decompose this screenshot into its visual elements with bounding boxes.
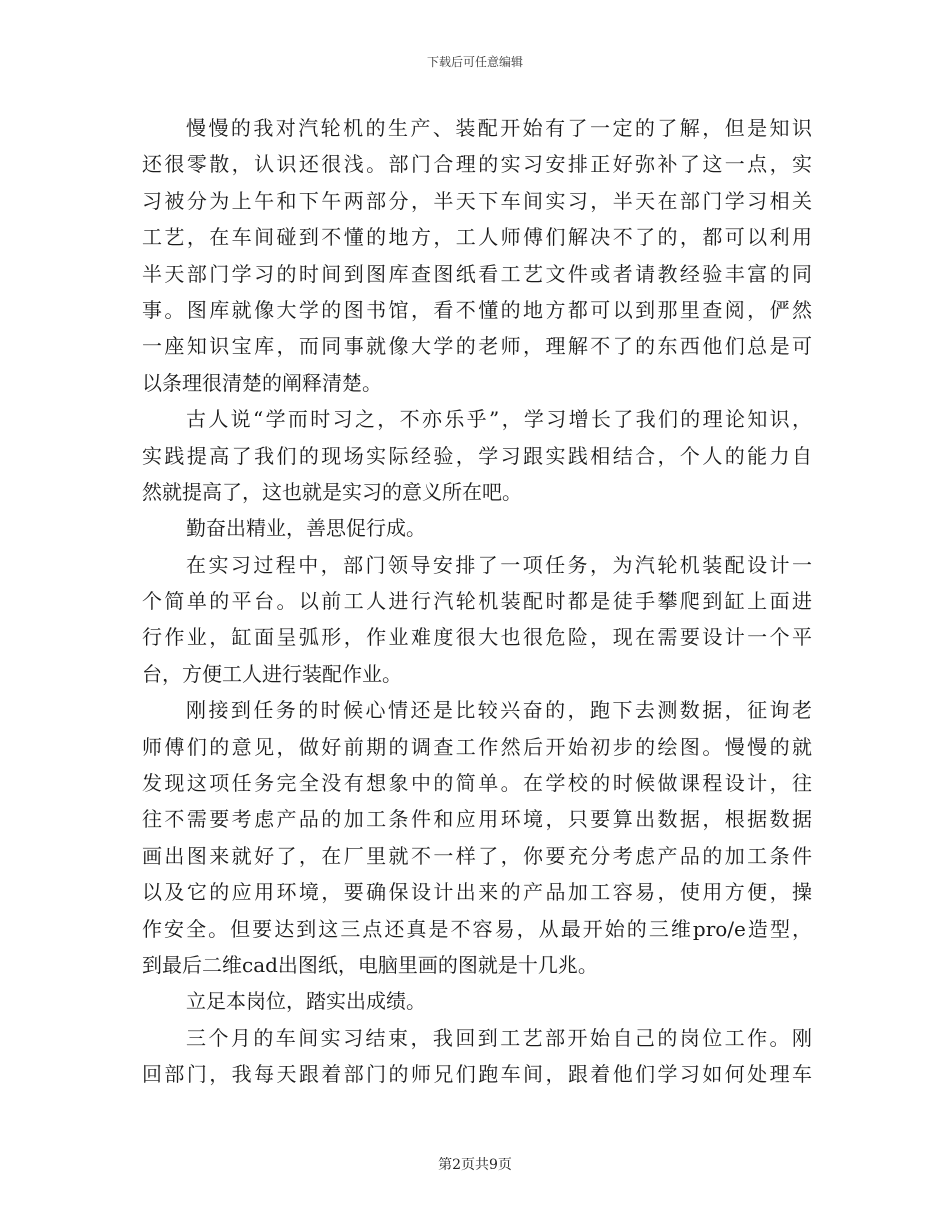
text-line: 实践提高了我们的现场实际经验，学习跟实践相结合，个人的能力自 (142, 443, 812, 468)
section-heading-line: 立足本岗位，踏实出成绩。 (186, 989, 426, 1014)
text-line: 然就提高了，这也就是实习的意义所在吧。 (142, 479, 522, 504)
paragraph (142, 110, 812, 401)
text-line: 一座知识宝库，而同事就像大学的老师，理解不了的东西他们总是可 (142, 334, 812, 359)
paragraph (142, 401, 812, 510)
text-line: 事。图库就像大学的图书馆，看不懂的地方都可以到那里查阅，俨然 (142, 297, 812, 322)
text-line: 师傅们的意见，做好前期的调查工作然后开始初步的绘图。慢慢的就 (142, 734, 812, 759)
paragraph (142, 510, 812, 546)
text-line: 习被分为上午和下午两部分，半天下车间实习，半天在部门学习相关 (142, 188, 812, 213)
page-number-footer: 第2页共9页 (438, 1157, 512, 1173)
text-line: 台，方便工人进行装配作业。 (142, 661, 402, 686)
text-line: 作安全。但要达到这三点还真是不容易，从最开始的三维pro/e造型， (142, 916, 812, 941)
text-line: 到最后二维cad出图纸，电脑里画的图就是十几兆。 (142, 952, 598, 977)
text-line: 行作业，缸面呈弧形，作业难度很大也很危险，现在需要设计一个平 (142, 625, 812, 650)
text-line: 工艺，在车间碰到不懂的地方，工人师傅们解决不了的，都可以利用 (142, 225, 812, 250)
text-line: 以及它的应用环境，要确保设计出来的产品加工容易，使用方便，操 (142, 880, 812, 905)
text-line: 刚接到任务的时候心情还是比较兴奋的，跑下去测数据，征询老 (186, 698, 812, 723)
text-line: 以条理很清楚的阐释清楚。 (142, 370, 382, 395)
text-line: 回部门，我每天跟着部门的师兄们跑车间，跟着他们学习如何处理车 (142, 1062, 812, 1087)
paragraph (142, 983, 812, 1019)
document-body (142, 110, 812, 1093)
text-line: 慢慢的我对汽轮机的生产、装配开始有了一定的了解，但是知识 (186, 116, 812, 140)
text-line: 半天部门学习的时间到图库查图纸看工艺文件或者请教经验丰富的同 (142, 261, 812, 286)
text-line: 三个月的车间实习结束，我回到工艺部开始自己的岗位工作。刚 (186, 1025, 812, 1050)
page-header: 下载后可任意编辑 (426, 55, 523, 69)
paragraph (142, 1020, 812, 1093)
text-line: 在实习过程中，部门领导安排了一项任务，为汽轮机装配设计一 (186, 552, 812, 577)
text-line: 还很零散，认识还很浅。部门合理的实习安排正好弥补了这一点，实 (142, 152, 812, 177)
paragraph (142, 692, 812, 983)
text-line: 往不需要考虑产品的加工条件和应用环境，只要算出数据，根据数据 (142, 807, 812, 832)
paragraph (142, 547, 812, 693)
text-line: 画出图来就好了，在厂里就不一样了，你要充分考虑产品的加工条件 (142, 843, 812, 868)
text-line: 个简单的平台。以前工人进行汽轮机装配时都是徒手攀爬到缸上面进 (142, 589, 812, 614)
text-line: 发现这项任务完全没有想象中的简单。在学校的时候做课程设计，往 (142, 771, 812, 796)
section-heading-line: 勤奋出精业，善思促行成。 (186, 516, 426, 541)
text-line: 古人说“学而时习之，不亦乐乎”，学习增长了我们的理论知识， (186, 407, 812, 432)
